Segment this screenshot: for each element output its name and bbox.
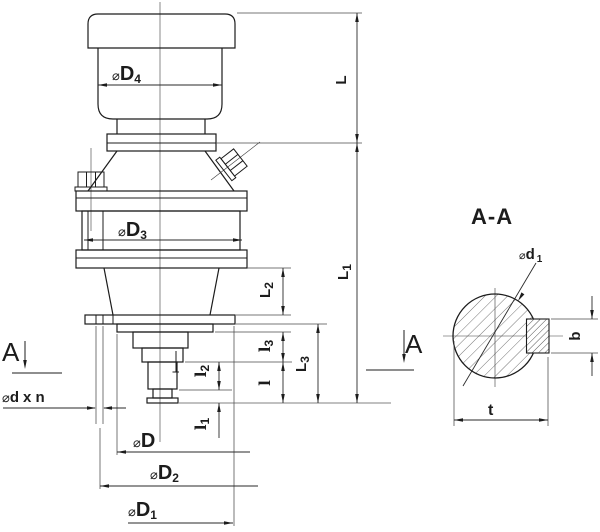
section-letter-left: A bbox=[2, 337, 20, 367]
label-D1: ⌀D1 bbox=[128, 499, 157, 522]
flange-section-hatch-right bbox=[103, 315, 113, 324]
plug-axis bbox=[211, 142, 260, 180]
motor-cap bbox=[88, 14, 235, 48]
section-title: A-A bbox=[471, 204, 514, 229]
housing-body bbox=[82, 211, 240, 250]
spigot bbox=[117, 324, 213, 332]
label-D3: ⌀D3 bbox=[118, 219, 147, 242]
label-l: l bbox=[256, 380, 274, 386]
dim-D-arrow bbox=[117, 450, 126, 454]
shaft-cross-section bbox=[453, 294, 537, 378]
output-shaft bbox=[148, 362, 177, 389]
label-l2: l2 bbox=[192, 364, 212, 378]
label-D4: ⌀D4 bbox=[112, 63, 141, 86]
keyway-section bbox=[527, 319, 550, 353]
dim-b-arrows bbox=[590, 310, 594, 362]
label-b: b bbox=[567, 331, 584, 341]
label-D2: ⌀D2 bbox=[150, 462, 179, 485]
side-plug bbox=[211, 142, 260, 181]
dim-dxn-arrows bbox=[87, 406, 112, 410]
label-l3: l3 bbox=[256, 339, 276, 353]
dimensions bbox=[3, 13, 359, 525]
neck bbox=[117, 119, 205, 134]
labels bbox=[2, 63, 584, 522]
marker-left-arrow bbox=[23, 360, 27, 369]
label-d1: ⌀d 1 bbox=[519, 246, 543, 265]
label-t: t bbox=[488, 402, 494, 419]
dim-D2-arrow bbox=[100, 484, 109, 488]
section-view bbox=[453, 263, 598, 426]
upper-cone bbox=[88, 151, 234, 191]
label-D: ⌀D bbox=[133, 430, 156, 452]
shaft-end bbox=[153, 389, 172, 398]
label-L1: L1 bbox=[335, 264, 354, 280]
section-marker-left bbox=[12, 341, 62, 373]
bottom-flange bbox=[76, 250, 247, 268]
dim-d1-arrow bbox=[518, 292, 524, 301]
section-letter-right: A bbox=[405, 329, 423, 359]
top-flange bbox=[76, 191, 247, 211]
dim-D1-arrow bbox=[224, 521, 233, 525]
shaft-step-1 bbox=[133, 332, 188, 348]
shaft-step-2 bbox=[142, 348, 183, 362]
shaft-collar bbox=[147, 398, 178, 403]
lower-cone bbox=[104, 268, 219, 315]
label-dxn: ⌀d x n bbox=[2, 389, 45, 406]
label-L2: L2 bbox=[257, 282, 276, 298]
label-L: L bbox=[333, 75, 350, 85]
label-L3: L3 bbox=[293, 356, 312, 372]
housing-bore-lines bbox=[88, 211, 103, 250]
label-l1: l1 bbox=[192, 417, 212, 431]
dim-l1-arrow bbox=[217, 403, 221, 412]
flange-section-hatch-left bbox=[85, 315, 96, 324]
